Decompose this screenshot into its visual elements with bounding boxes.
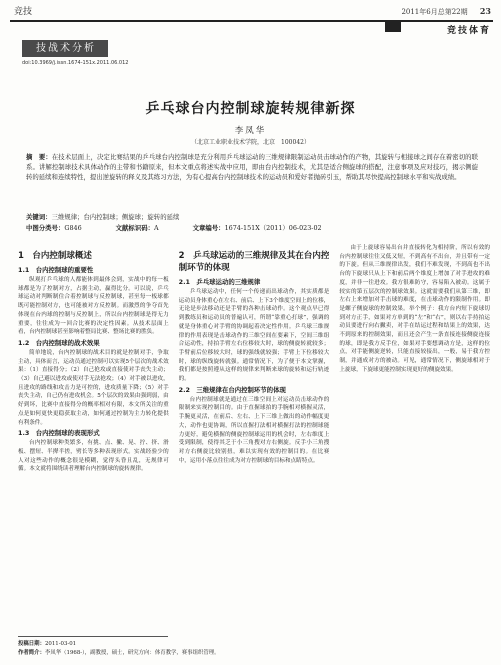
- body-columns: [18, 244, 490, 612]
- keywords-label: 关键词：: [26, 213, 52, 221]
- abstract-label: 摘 要：: [26, 153, 52, 161]
- subsection-heading: 1.2 台内控制球的战术效果: [18, 338, 100, 347]
- paragraph: 台内控制球就是通过在三维空间上对运动员击球动作的限制来实现控制目的。由于直握球拍的手腕相对横握灵活，手腕更灵活，在前后、左右、上下三维上做出的动作幅度更大，动作也更协调，所以直握打法相对横握打法的控制球能力更好，避免横握的侧旋控制球运用的机会时，左右维度上受到限制，使得其乏于小三角搜对方右侧旋。反手小三角搜对方右侧旋比较别扭，难以实现有效的控制目的。在比赛中，运用小落点往往成为对方控制球的目标和点睛特点。: [178, 396, 330, 464]
- doc-code: 文献标识码：A: [115, 224, 159, 232]
- section-heading: 1 台内控制球概述: [18, 251, 92, 261]
- header-rule: [10, 20, 493, 22]
- column-1: [18, 244, 169, 612]
- section-heading: 2 乒乓球运动的三维规律及其在台内控制环节的体现: [178, 251, 330, 273]
- keywords-text: 三维规律；台内控制球；侧旋球；旋转的延续: [51, 213, 180, 221]
- running-header: [401, 6, 491, 17]
- received-date: 投稿日期：2011-03-01: [18, 641, 77, 647]
- abstract-text: 在技术层面上，决定比赛结果的乒乓球台内控制球是充分利用乒乓球运动的三维规律限制运动员击球动作的产物，其旋转与相接球之间存在着密切的联系。讲解控制球技术具体动作的主带和书籍原来，但本文重点将述实战中应用，即由台内控制技术，尤其是适合侧旋球的搭配，注意事项及应对技巧，揭示侧旋转的延续和连续特性，提出逆旋转的释义及其练习方法，为有心提高台内控制球技术的运动员和爱好者抛砖引玉，帮助其尽快提高控制球水平和实战成绩。: [26, 153, 479, 181]
- subsection-heading: 2.2 三维规律在台内控制环节的体现: [178, 385, 286, 394]
- footnote: [18, 640, 220, 658]
- paper-title: 乒乓球台内控制球旋转规律新探: [145, 101, 356, 117]
- journal-logo: 竞技: [14, 7, 33, 17]
- section-tag: 技战术分析: [22, 40, 108, 57]
- paragraph: 台内控制球种类繁多，有挑、点、撇、晃、拧、挤、滑板、摆短、半撵半搓，劈长等多种表现形式。实战经验少的人对这些动作的概念很是模糊，觉得头昏且乱，无规律可循。本文就将围绕读者理解台内控制球的旋转规律。: [18, 440, 169, 473]
- doi: doi:10.3969/j.issn.1674-151x.2011.06.012: [22, 60, 129, 66]
- classification-meta: [26, 223, 478, 232]
- keywords: [26, 212, 478, 222]
- paragraph: 乒乓球运动中，任何一个传递而出球动作，其实质都是运动员身体重心在左右、前后、上下3个维度空间上的位移，无论是步法移动还是手臂的各种击球动作。这个观点早已得到教练员和运动员的普遍认可，所谓“靠重心打球”，强调的就是身体重心对手臂的协调起着决定性作用。乒乓球三维规律的作用表现是击球动作的三维空间在要素下，空间三维组合运动性，持拍手臂左右位移较大时，球的侧旋转就较多；手臂前后位移较大时，球的强线就较强；手臂上下位移较大时，球的纵线旋转就强。通常情况下，为了便于本文掌握，我们都是按照遵从这样的规律来判断来球的旋转和运行轨迹的。: [178, 289, 330, 383]
- author-bio: 作者简介：李凤华（1968-），副教授，硕士，研究方向：体育教学，赛事组织管理。: [18, 650, 220, 656]
- subsection-heading: 2.1 乒乓球运动的三维规律: [178, 278, 261, 286]
- author: 李凤华: [234, 126, 267, 136]
- issue-info: 2011年6月总第22期: [401, 8, 468, 16]
- column-2: [179, 244, 330, 612]
- clc-code: 中图分类号：G846: [26, 224, 82, 232]
- paragraph: 由于上旋球容易出台并直接转化为相持阶，所以有效的台内控制球往往又低又短，不到高有不出台，并且带有一定的下旋。但从三维规律出发，我们不难发现，不到高也不出台的下旋球只从上下和前后两个维度上增加了对手进攻的难度，并非一往进攻。我方很难防守，容易陷入被动。这属于较实的第五层次的控制球效果。这就需要我们从第三维，即左右上来增加对手击球的难度，在击球动作的限制作用。即是螺子侧旋球的控制效果。举个例子：我方台内短下旋球切到对方正手，如果对方单到的“左”和“右”，则以右手持拍运动员要进行向右撇卖，对手在结运过程和结果上的效果，达不到原来的控制效果，而且还会产生一条直接连接侧旋连接的球，即是我方反手位，如果对手要想调动方是，这样的位点，对手能侧旋逆转，只能直接较接出，一般，易于我方控制，并通成对方的被动。可见，通常情况下，侧旋球相对于上旋球，下旋球更能控制实现更好的侧旋效果。: [339, 245, 491, 373]
- subsection-heading: 1.1 台内控制球的重要性: [18, 266, 94, 274]
- page-number: 23: [479, 6, 491, 16]
- paragraph: 纵观打乒乓球的人都能体到最体会到，实战中的每一板球都是为了控制对方，占据主动，赢得比分。可以说，乒乓球运动对判断制住合着控制球与反控制球，甚至每一板球都既可能控制对方，也可能被对方反控制。而激烈的争夺首先体现在台内球的控制与反控制上，所以台内控制球是得无力重要，往往成为一回合比赛的决定性因素。从技术层面上看，台内控制球甚至影响着整局比赛、整场比赛的胜负。: [18, 277, 169, 336]
- footnote-rule: [18, 636, 168, 637]
- section-name: 竞技体育: [446, 26, 491, 36]
- abstract: [26, 152, 478, 182]
- column-3: [339, 244, 490, 612]
- paragraph: 简单地说，台内控制球的战术目的就是控制对手，争取主动，具体而言，运动员通过控制可以实现5个层次的战术效果：（1）直接得分；（2）自己抢攻或直接使对手丧失主动；（3）自己避以进攻或使对手无法抢攻；（4）对手被以进攻，且进攻的路线和攻击力是可控的，进攻质量下降；（5）对手丧失主动，自己仍有进攻机会。5个层次的效果由强到弱，由好到坏，比赛中直接得分的概率相对有限，本文所关注的重点是如何更快更稳获取主动，如何通过控制为主力转化提供有利条件。: [18, 349, 169, 426]
- subsection-heading: 1.3 台内控制球的表现形式: [18, 429, 100, 438]
- header-mark: [385, 22, 401, 32]
- affiliation: （北京工业职业技术学院，北京 100042）: [191, 139, 310, 146]
- article-number: 文章编号：1674-151X（2011）06-023-02: [192, 224, 322, 232]
